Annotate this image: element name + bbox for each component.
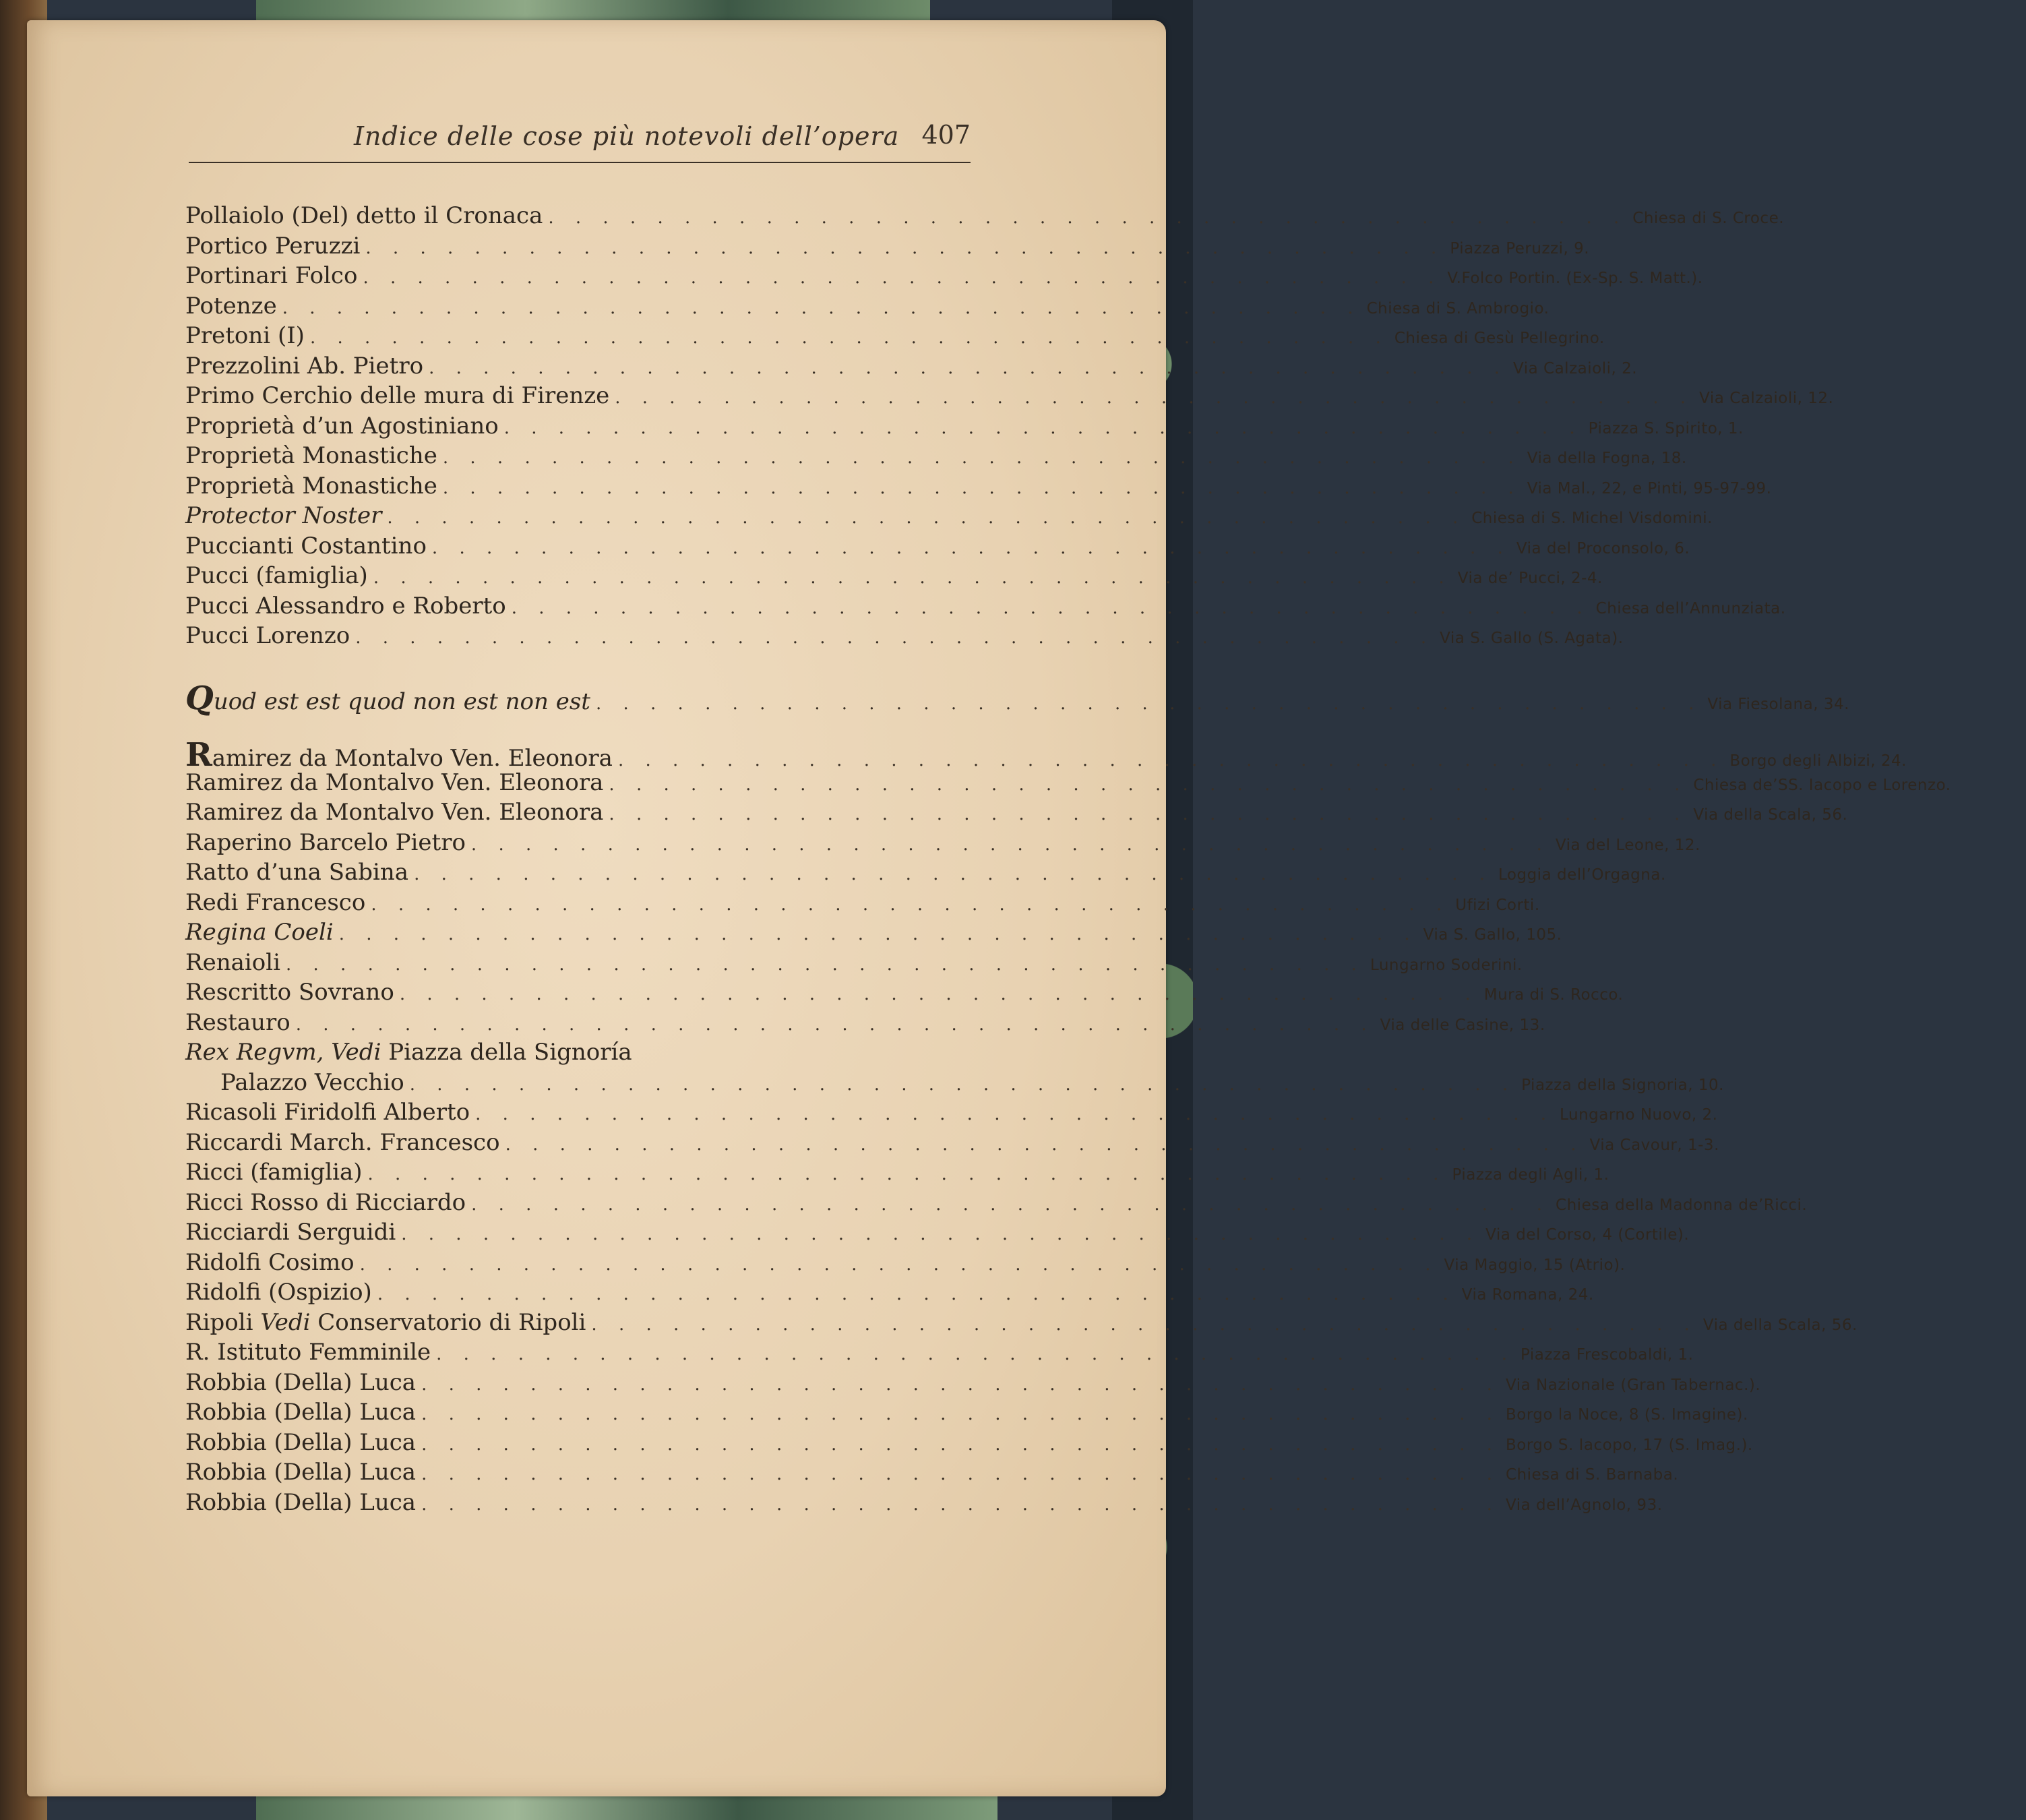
- book-page: [27, 20, 1951, 1796]
- dot-leader: . . . . . . . . . . . . . . . . . . . . . . . . . . . . . . . . . . . . . . . .: [471, 1194, 1551, 1215]
- index-group-p: [185, 202, 1834, 653]
- entry-name: Protector Noster: [185, 502, 382, 529]
- index-entry: [185, 1368, 1761, 1399]
- drop-initial: Q: [185, 679, 214, 717]
- entry-name: Ridolfi (Ospizio): [185, 1279, 372, 1306]
- entry-name: Pucci Alessandro e Roberto: [185, 592, 506, 619]
- index-entry: [185, 472, 1772, 503]
- entry-location: Via Cavour, 1-3.: [1589, 1136, 1719, 1154]
- entry-location: Via del Proconsolo, 6.: [1516, 539, 1690, 557]
- entry-name: Riccardi March. Francesco: [185, 1128, 500, 1156]
- index-entry: [185, 1008, 1545, 1039]
- dot-leader: . . . . . . . . . . . . . . . . . . . . . . . . . . . . . . . . . . . . . . . .: [436, 1344, 1516, 1364]
- entry-location: Piazza S. Spirito, 1.: [1588, 419, 1744, 437]
- entry-name: [185, 736, 613, 774]
- entry-location: Loggia dell’Orgagna.: [1498, 866, 1666, 884]
- index-entry: [185, 1219, 1690, 1249]
- entry-location: Chiesa de’SS. Iacopo e Lorenzo.: [1693, 776, 1951, 794]
- entry-location: Mura di S. Rocco.: [1483, 986, 1624, 1004]
- dot-leader: . . . . . . . . . . . . . . . . . . . . . . . . . . . . . . . . . . . . . . . .: [503, 417, 1583, 438]
- entry-location: Chiesa dell’Annunziata.: [1595, 599, 1786, 617]
- dot-leader: . . . . . . . . . . . . . . . . . . . . . . . . . . . . . . . . . . . . . . . .: [421, 1434, 1500, 1455]
- dot-leader: . . . . . . . . . . . . . . . . . . . . . . . . . . . . . . . . . . . . . . . .: [367, 1164, 1447, 1184]
- entry-location: Via Maggio, 15 (Atrio).: [1444, 1256, 1626, 1274]
- entry-location: Via della Fogna, 18.: [1527, 450, 1687, 467]
- dot-leader: . . . . . . . . . . . . . . . . . . . . . . . . . . . . . . . . . . . . . . . .: [615, 388, 1694, 408]
- entry-location: Via Romana, 24.: [1461, 1286, 1594, 1304]
- entry-name: Pucci (famiglia): [185, 562, 368, 589]
- entry-location: Via della Scala, 56.: [1693, 806, 1848, 824]
- entry-location: Via del Leone, 12.: [1555, 836, 1700, 854]
- entry-location: Chiesa di S. Michel Visdomini.: [1471, 510, 1713, 527]
- dot-leader: . . . . . . . . . . . . . . . . . . . . . . . . . . . . . . . . . . . . . . . .: [442, 477, 1522, 498]
- index-entry: [185, 292, 1549, 323]
- running-head: [189, 101, 971, 163]
- entry-location: Via de’ Pucci, 2-4.: [1457, 570, 1603, 587]
- dot-leader: . . . . . . . . . . . . . . . . . . . . . . . . . . . . . . . . . . . . . . . .: [359, 1254, 1439, 1275]
- index-entry: [185, 442, 1687, 473]
- entry-location: V.Folco Portin. (Ex-Sp. S. Matt.).: [1447, 270, 1703, 287]
- entry-location: Lungarno Nuovo, 2.: [1560, 1106, 1718, 1124]
- index-entry: [185, 768, 1951, 799]
- index-entry: [185, 948, 1523, 979]
- entry-name: Ricciardi Serguidi: [185, 1219, 396, 1246]
- entry-location: Via Mal., 22, e Pinti, 95-97-99.: [1527, 479, 1772, 497]
- entry-location: Via della Scala, 56.: [1702, 1316, 1858, 1334]
- entry-location: Borgo S. Iacopo, 17 (S. Imag.).: [1506, 1436, 1753, 1454]
- drop-initial: R: [185, 736, 212, 774]
- index-entry: [185, 1099, 1718, 1129]
- entry-name: Robbia (Della) Luca: [185, 1428, 417, 1456]
- entry-name: [185, 679, 590, 717]
- entry-name: Portinari Folco: [185, 262, 358, 289]
- entry-location: Via S. Gallo (S. Agata).: [1440, 630, 1624, 647]
- entry-location: Chiesa di Gesù Pellegrino.: [1394, 330, 1605, 347]
- entry-name: Ramirez da Montalvo Ven. Eleonora: [185, 799, 604, 826]
- entry-name-italic: Rex Regvm, Vedi: [185, 1039, 381, 1066]
- dot-leader: . . . . . . . . . . . . . . . . . . . . . . . . . . . . . . . . . . . . . . . .: [421, 1464, 1500, 1484]
- dot-leader: . . . . . . . . . . . . . . . . . . . . . . . . . . . . . . . . . . . . . . . .: [505, 1134, 1585, 1155]
- entry-location: Borgo degli Albizi, 24.: [1729, 752, 1907, 770]
- index-entry: [185, 1399, 1748, 1429]
- index-entry-palazzo-vecchio: [185, 1068, 1724, 1099]
- entry-location: Via S. Gallo, 105.: [1423, 926, 1562, 944]
- entry-name: Primo Cerchio delle mura di Firenze: [185, 382, 610, 409]
- index-entry: [185, 1428, 1753, 1459]
- dot-leader: . . . . . . . . . . . . . . . . . . . . . . . . . . . . . . . . . . . . . . . . .: [595, 693, 1702, 714]
- entry-location: Via Calzaioli, 2.: [1513, 359, 1638, 377]
- group-spacer: [185, 653, 1014, 682]
- dot-leader: . . . . . . . . . . . . . . . . . . . . . . . . . . . . . . . . . . . . . . . .: [421, 1374, 1500, 1395]
- entry-name: Rescritto Sovrano: [185, 979, 394, 1006]
- dot-leader: . . . . . . . . . . . . . . . . . . . . . . . . . . . . . . . . . . . . . . . .: [377, 1284, 1456, 1304]
- entry-name-italic: Vedi: [260, 1308, 311, 1336]
- entry-name: [185, 1039, 632, 1066]
- entry-location: Chiesa di S. Barnaba.: [1506, 1466, 1679, 1484]
- index-entry: [185, 1279, 1594, 1309]
- entry-name: Ricasoli Firidolfi Alberto: [185, 1099, 470, 1126]
- dot-leader: . . . . . . . . . . . . . . . . . . . . . . . . . . . . . . . . . . . . . . . .: [429, 357, 1508, 378]
- index-entry: [185, 232, 1590, 263]
- index-entry: [185, 1248, 1626, 1279]
- entry-name: R. Istituto Femminile: [185, 1339, 431, 1366]
- entry-name: Raperino Barcelo Pietro: [185, 828, 466, 856]
- dot-leader: . . . . . . . . . . . . . . . . . . . . . . . . . . . . . . . . . . . . . . . .: [363, 268, 1442, 288]
- entry-location: Chiesa di S. Croce.: [1632, 210, 1785, 227]
- index-entry: [185, 859, 1666, 889]
- entry-location: Via del Corso, 4 (Cortile).: [1485, 1226, 1690, 1244]
- index-entry: [185, 1488, 1663, 1519]
- index-entry: [185, 888, 1540, 919]
- index-entry: [185, 1339, 1694, 1369]
- index-entry: [185, 322, 1605, 353]
- entry-name: Pucci Lorenzo: [185, 622, 350, 649]
- entry-location: Piazza Peruzzi, 9.: [1450, 239, 1590, 257]
- index-entry: [185, 1188, 1808, 1219]
- index-entry: [185, 622, 1624, 653]
- index-entry: [185, 562, 1603, 593]
- entry-name: Ridolfi Cosimo: [185, 1248, 355, 1276]
- entry-name: Ramirez da Montalvo Ven. Eleonora: [185, 768, 604, 796]
- entry-name: Proprietà Monastiche: [185, 442, 437, 469]
- entry-name: Ricci Rosso di Ricciardo: [185, 1188, 466, 1216]
- entry-location: Piazza degli Agli, 1.: [1452, 1166, 1609, 1184]
- entry-name-rest: Piazza della Signoría: [388, 1039, 632, 1066]
- index-entries: [185, 202, 1951, 1519]
- entry-location: Via Calzaioli, 12.: [1699, 390, 1834, 407]
- index-entry: [185, 202, 1785, 233]
- entry-name: Ratto d’una Sabina: [185, 859, 409, 886]
- entry-name: Proprietà d’un Agostiniano: [185, 412, 499, 439]
- page-title: Indice delle cose più notevoli dell’opera: [354, 121, 900, 151]
- dot-leader: . . . . . . . . . . . . . . . . . . . . . . . . . . . . . . . . . . . . . . . .: [609, 774, 1688, 795]
- entry-name: Ricci (famiglia): [185, 1159, 363, 1186]
- dot-leader: . . . . . . . . . . . . . . . . . . . . . . . . . . . . . . . . . . . . . . . .: [365, 237, 1445, 258]
- index-group-r2: [185, 1099, 1808, 1309]
- entry-location: Ufizi Corti.: [1455, 896, 1540, 914]
- entry-name-pre: Ripoli: [185, 1308, 253, 1336]
- dot-leader: . . . . . . . . . . . . . . . . . . . . . . . . . . . . . . . . . . . . . . . .: [371, 894, 1450, 915]
- entry-name: Potenze: [185, 292, 277, 320]
- index-entry: [185, 352, 1638, 383]
- entry-name: Proprietà Monastiche: [185, 472, 437, 499]
- entry-location: Chiesa della Madonna de’Ricci.: [1556, 1196, 1808, 1214]
- entry-location: Via Nazionale (Gran Tabernac.).: [1506, 1376, 1761, 1394]
- index-entry: [185, 828, 1700, 859]
- index-entry-quod: [185, 679, 1849, 717]
- index-entry-rex-regum: [185, 1039, 1014, 1069]
- entry-name-rest: amirez da Montalvo Ven. Eleonora: [212, 745, 613, 772]
- index-entry: [185, 502, 1713, 533]
- entry-location: Lungarno Soderini.: [1370, 956, 1523, 974]
- dot-leader: . . . . . . . . . . . . . . . . . . . . . . . . . . . . . . . . . . . . . . . .: [421, 1404, 1500, 1424]
- dot-leader: . . . . . . . . . . . . . . . . . . . . . . . . . . . . . . . . . . . . . . . .: [373, 568, 1452, 588]
- dot-leader: . . . . . . . . . . . . . . . . . . . . . . . . . . . . . . . . . . . . . . . .: [309, 328, 1389, 348]
- index-entry: [185, 919, 1562, 949]
- dot-leader: . . . . . . . . . . . . . . . . . . . . . . . . . . . . . . . . . . . . . . . .: [511, 597, 1591, 618]
- index-entry: [185, 1159, 1609, 1189]
- index-entry: [185, 979, 1624, 1009]
- index-entry-ramirez-first: [185, 736, 1907, 774]
- index-entry: [185, 532, 1690, 563]
- dot-leader: . . . . . . . . . . . . . . . . . . . . . . . . . . . . . . . . . . . . . . . .: [609, 804, 1688, 824]
- entry-name: Redi Francesco: [185, 888, 366, 916]
- dot-leader: . . . . . . . . . . . . . . . . . . . . . . . . . . . . . . . . . . . . . . . .: [355, 628, 1435, 648]
- entry-name: Restauro: [185, 1008, 290, 1036]
- entry-location: Via dell’Agnolo, 93.: [1506, 1496, 1663, 1514]
- dot-leader: . . . . . . . . . . . . . . . . . . . . . . . . . . . . . . . . . . . . . . . . .: [617, 750, 1725, 770]
- dot-leader: . . . . . . . . . . . . . . . . . . . . . . . . . . . . . . . . . . . . . . . .: [431, 537, 1511, 558]
- entry-name: [185, 1309, 586, 1336]
- entry-name: Robbia (Della) Luca: [185, 1488, 417, 1516]
- dot-leader: . . . . . . . . . . . . . . . . . . . . . . . . . . . . . . . . . . . . . . . .: [338, 924, 1418, 944]
- dot-leader: . . . . . . . . . . . . . . . . . . . . . . . . . . . . . . . . . . . . . . . .: [285, 954, 1365, 975]
- entry-location: Chiesa di S. Ambrogio.: [1366, 299, 1549, 317]
- entry-name: Puccianti Costantino: [185, 532, 427, 559]
- index-entry: [185, 262, 1703, 293]
- entry-name: Palazzo Vecchio: [220, 1068, 404, 1096]
- entry-name: Pretoni (I): [185, 322, 305, 349]
- dot-leader: . . . . . . . . . . . . . . . . . . . . . . . . . . . . . . . . . . . . . . . .: [401, 1224, 1481, 1244]
- entry-name: Robbia (Della) Luca: [185, 1368, 417, 1396]
- entry-name: Pollaiolo (Del) detto il Cronaca: [185, 202, 543, 229]
- group-spacer: [185, 712, 1014, 739]
- entry-location: Piazza della Signoria, 10.: [1521, 1076, 1724, 1094]
- dot-leader: . . . . . . . . . . . . . . . . . . . . . . . . . . . . . . . . . . . . . . . .: [282, 297, 1361, 318]
- entry-name-rest: uod est est quod non est non est: [213, 688, 590, 715]
- entry-location: Borgo la Noce, 8 (S. Imagine).: [1506, 1406, 1748, 1424]
- index-entry-ripoli: [185, 1308, 1858, 1339]
- entry-name: Prezzolini Ab. Pietro: [185, 352, 424, 380]
- index-entry: [185, 799, 1848, 829]
- dot-leader: . . . . . . . . . . . . . . . . . . . . . . . . . . . . . . . . . . . . . . . .: [399, 984, 1479, 1004]
- entry-location: Via Fiesolana, 34.: [1707, 695, 1849, 713]
- dot-leader: . . . . . . . . . . . . . . . . . . . . . . . . . . . . . . . . . . . . . . . .: [295, 1014, 1375, 1035]
- dot-leader: . . . . . . . . . . . . . . . . . . . . . . . . . . . . . . . . . . . . . . . .: [548, 208, 1628, 228]
- entry-location: Via delle Casine, 13.: [1380, 1016, 1545, 1034]
- entry-name: Renaioli: [185, 948, 280, 976]
- dot-leader: . . . . . . . . . . . . . . . . . . . . . . . . . . . . . . . . . . . . . . . .: [421, 1494, 1500, 1515]
- entry-name: Regina Coeli: [185, 919, 334, 946]
- entry-name: Robbia (Della) Luca: [185, 1399, 417, 1426]
- dot-leader: . . . . . . . . . . . . . . . . . . . . . . . . . . . . . . . . . . . . . . . .: [442, 448, 1522, 468]
- index-entry: [185, 412, 1744, 443]
- dot-leader: . . . . . . . . . . . . . . . . . . . . . . . . . . . . . . . . . . . . . . . . .: [591, 1314, 1698, 1335]
- entry-name-post: Conservatorio di Ripoli: [317, 1308, 586, 1336]
- page-number: 407: [921, 120, 971, 150]
- index-entry: [185, 592, 1786, 623]
- index-group-r3: [185, 1339, 1761, 1519]
- index-group-r: [185, 768, 1951, 1039]
- dot-leader: . . . . . . . . . . . . . . . . . . . . . . . . . . . . . . . . . . . . . . . .: [414, 864, 1493, 884]
- index-entry: [185, 382, 1834, 413]
- dot-leader: . . . . . . . . . . . . . . . . . . . . . . . . . . . . . . . . . . . . . . . .: [470, 834, 1550, 855]
- entry-name: Portico Peruzzi: [185, 232, 361, 260]
- entry-name: Robbia (Della) Luca: [185, 1459, 417, 1486]
- index-entry: [185, 1459, 1679, 1489]
- entry-location: Piazza Frescobaldi, 1.: [1521, 1346, 1694, 1364]
- dot-leader: . . . . . . . . . . . . . . . . . . . . . . . . . . . . . . . . . . . . . . . .: [387, 508, 1467, 528]
- index-entry: [185, 1128, 1719, 1159]
- dot-leader: . . . . . . . . . . . . . . . . . . . . . . . . . . . . . . . . . . . . . . . . .: [409, 1074, 1516, 1095]
- dot-leader: . . . . . . . . . . . . . . . . . . . . . . . . . . . . . . . . . . . . . . . .: [475, 1104, 1555, 1124]
